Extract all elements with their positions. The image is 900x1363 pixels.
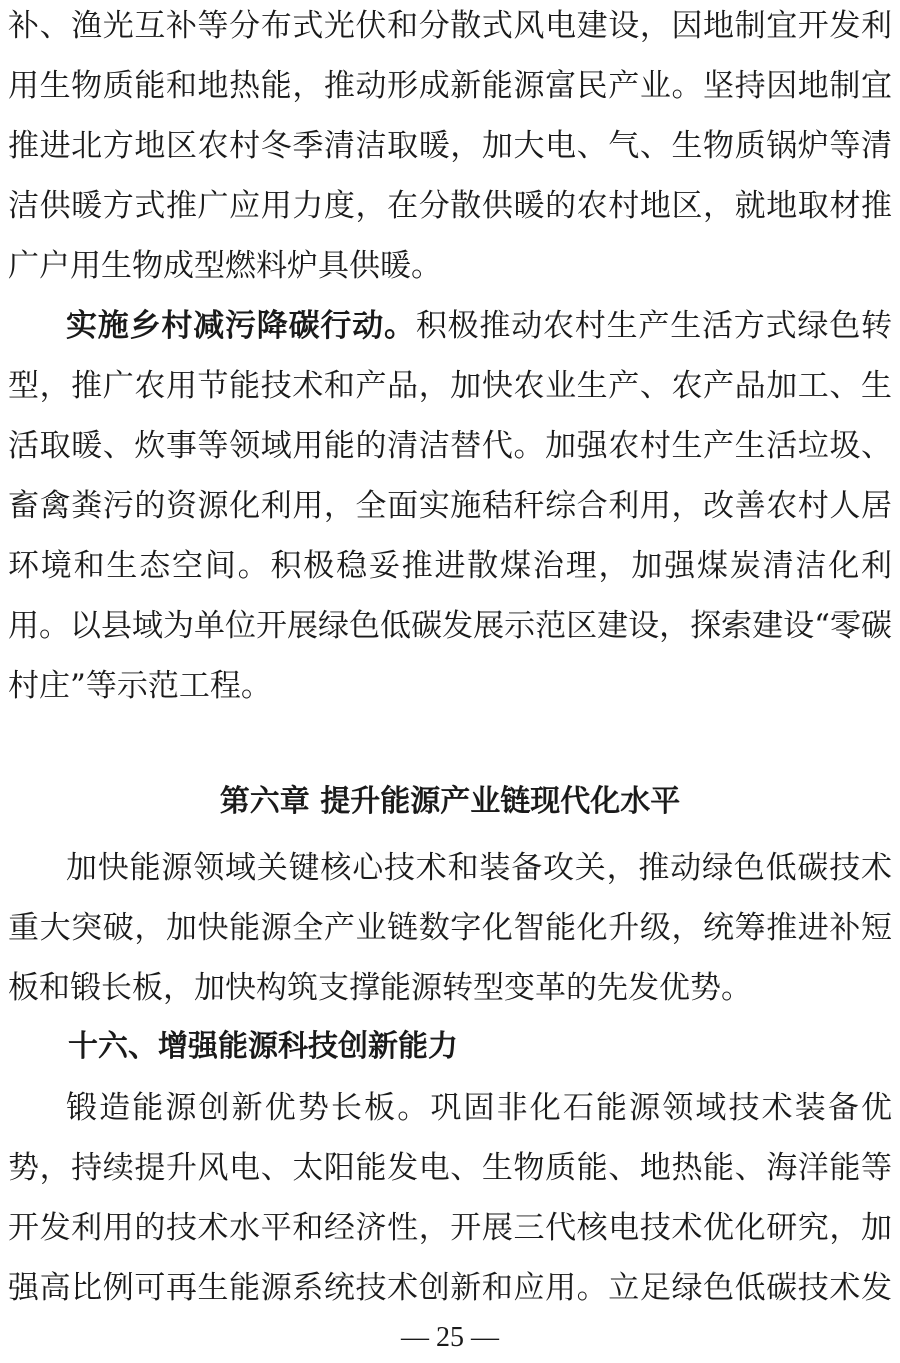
- paragraph-text: 巩固非化石能源领域技术装备优: [430, 1090, 892, 1126]
- text-line: 补、渔光互补等分布式光伏和分散式风电建设，因地制宜开发利: [8, 8, 892, 44]
- text-line: 加快能源领域关键核心技术和装备攻关，推动绿色低碳技术: [66, 850, 892, 886]
- text-line: 势，持续提升风电、太阳能发电、生物质能、地热能、海洋能等: [8, 1150, 892, 1186]
- text-line: 开发利用的技术水平和经济性，开展三代核电技术优化研究，加: [8, 1210, 892, 1246]
- text-line: 村庄”等示范工程。: [8, 668, 272, 704]
- paragraph-lead: 实施乡村减污降碳行动。: [66, 308, 416, 344]
- text-line: 活取暖、炊事等领域用能的清洁替代。加强农村生产生活垃圾、: [8, 428, 892, 464]
- text-line: [66, 306, 892, 346]
- text-line: 环境和生态空间。积极稳妥推进散煤治理，加强煤炭清洁化利: [8, 548, 892, 584]
- page-number: — 25 —: [401, 1322, 499, 1353]
- paragraph-lead: 锻造能源创新优势长板。: [66, 1090, 431, 1126]
- chapter-title: 第六章 提升能源产业链现代化水平: [219, 784, 681, 819]
- text-line: 用。以县域为单位开展绿色低碳发展示范区建设，探索建设“零碳: [8, 608, 892, 644]
- text-line: 型，推广农用节能技术和产品，加快农业生产、农产品加工、生: [8, 368, 892, 404]
- text-line: 板和锻长板，加快构筑支撑能源转型变革的先发优势。: [8, 970, 752, 1006]
- text-line: 重大突破，加快能源全产业链数字化智能化升级，统筹推进补短: [8, 910, 892, 946]
- section-title: 十六、增强能源科技创新能力: [68, 1029, 458, 1064]
- text-line: 广户用生物成型燃料炉具供暖。: [8, 248, 442, 284]
- text-line: 畜禽粪污的资源化利用，全面实施秸秆综合利用，改善农村人居: [8, 488, 892, 524]
- text-line: 用生物质能和地热能，推动形成新能源富民产业。坚持因地制宜: [8, 68, 892, 104]
- text-line: [66, 1088, 892, 1128]
- text-line: 洁供暖方式推广应用力度，在分散供暖的农村地区，就地取材推: [8, 188, 892, 224]
- paragraph-text: 积极推动农村生产生活方式绿色转: [415, 308, 893, 344]
- text-line: 推进北方地区农村冬季清洁取暖，加大电、气、生物质锅炉等清: [8, 128, 892, 164]
- text-line: 强高比例可再生能源系统技术创新和应用。立足绿色低碳技术发: [8, 1270, 892, 1306]
